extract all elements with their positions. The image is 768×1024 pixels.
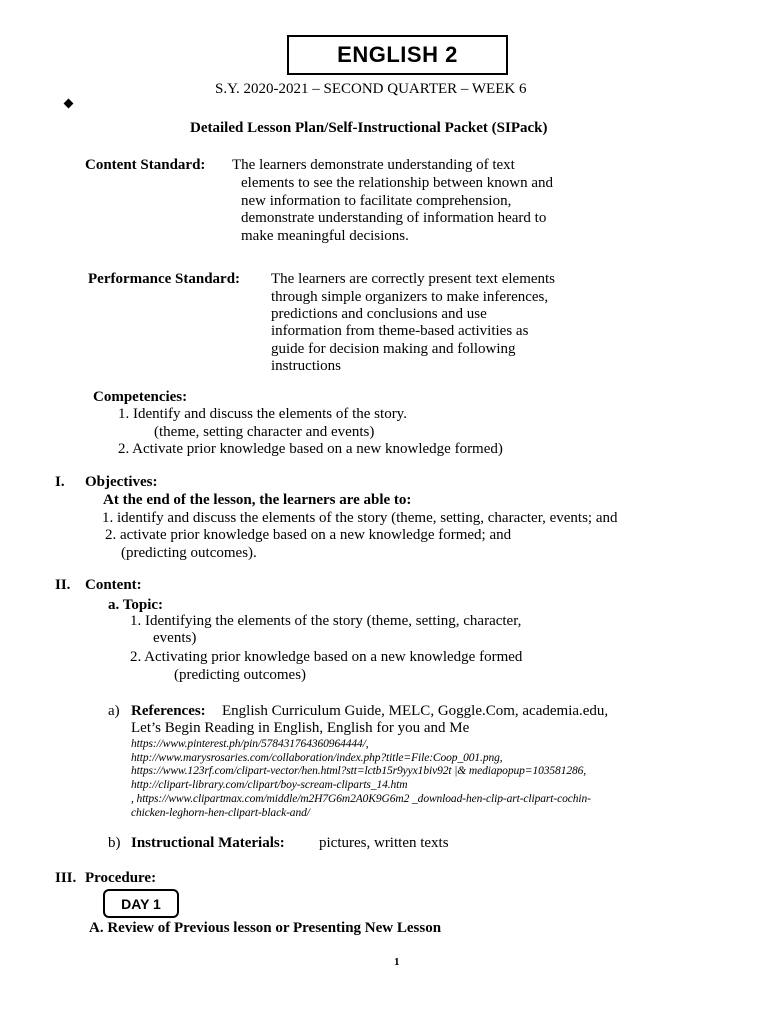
day-1-badge: DAY 1	[103, 889, 179, 918]
procedure-section-a: A. Review of Previous lesson or Presenting New Lesson	[89, 920, 442, 936]
performance-standard-line: predictions and conclusions and use	[271, 306, 487, 322]
materials-marker: b)	[108, 835, 121, 851]
materials-label: Instructional Materials:	[131, 835, 285, 851]
procedure-label: Procedure:	[85, 870, 157, 886]
reference-link[interactable]: , https://www.clipartmax.com/middle/m2H7G6m2A0K9G6m2 _download-hen-clip-art-clipart-cochin-	[131, 793, 591, 805]
reference-link[interactable]: chicken-leghorn-hen-clipart-black-and/	[131, 807, 310, 819]
reference-link[interactable]: http://www.marysrosaries.com/collaboration/index.php?title=File:Coop_001.png,	[131, 752, 503, 764]
content-standard-line: The learners demonstrate understanding of text	[232, 157, 515, 173]
performance-standard-line: instructions	[271, 358, 341, 374]
content-standard-line: new information to facilitate comprehension,	[241, 193, 512, 209]
competency-item: 2. Activate prior knowledge based on a new knowledge formed)	[118, 441, 503, 457]
materials-text: pictures, written texts	[319, 835, 449, 851]
topic-label: a. Topic:	[108, 597, 164, 613]
performance-standard-label: Performance Standard:	[88, 271, 241, 287]
diamond-bullet-icon	[64, 99, 74, 109]
performance-standard-line: The learners are correctly present text elements	[271, 271, 556, 287]
references-text: Let’s Begin Reading in English, English for you and Me	[131, 720, 470, 736]
objectives-label: Objectives:	[85, 474, 158, 490]
school-year-line: S.Y. 2020-2021 – SECOND QUARTER – WEEK 6	[215, 81, 527, 97]
content-standard-line: elements to see the relationship between known and	[241, 175, 553, 191]
reference-link[interactable]: https://www.pinterest.ph/pin/578431764360964444/,	[131, 738, 369, 750]
references-label: References:	[131, 703, 206, 719]
objective-item: (predicting outcomes).	[121, 545, 257, 561]
competency-item: 1. Identify and discuss the elements of the story.	[118, 406, 407, 422]
competencies-label: Competencies:	[93, 389, 188, 405]
performance-standard-line: information from theme-based activities as	[271, 323, 529, 339]
objectives-intro: At the end of the lesson, the learners are able to:	[103, 492, 412, 508]
reference-link[interactable]: http://clipart-library.com/clipart/boy-scream-cliparts_14.htm	[131, 779, 408, 791]
content-standard-line: make meaningful decisions.	[241, 228, 409, 244]
plan-title: Detailed Lesson Plan/Self-Instructional Packet (SIPack)	[190, 120, 548, 136]
objectives-numeral: I.	[55, 474, 65, 490]
content-numeral: II.	[55, 577, 71, 593]
content-label: Content:	[85, 577, 142, 593]
topic-item: 2. Activating prior knowledge based on a new knowledge formed	[130, 649, 523, 665]
page-number: 1	[394, 956, 400, 968]
competency-item: (theme, setting character and events)	[154, 424, 375, 440]
topic-item: 1. Identifying the elements of the story (theme, setting, character,	[130, 613, 522, 629]
document-title: ENGLISH 2	[287, 35, 508, 75]
reference-link[interactable]: https://www.123rf.com/clipart-vector/hen.html?stt=lctb15r9yyx1biv92t |& mediapopup=103581286,	[131, 765, 587, 777]
topic-item: events)	[153, 630, 197, 646]
performance-standard-line: guide for decision making and following	[271, 341, 516, 357]
topic-item: (predicting outcomes)	[174, 667, 307, 683]
references-text: English Curriculum Guide, MELC, Goggle.Com, academia.edu,	[222, 703, 609, 719]
procedure-numeral: III.	[55, 870, 77, 886]
performance-standard-line: through simple organizers to make inferences,	[271, 289, 549, 305]
content-standard-line: demonstrate understanding of information heard to	[241, 210, 547, 226]
content-standard-label: Content Standard:	[85, 157, 206, 173]
references-marker: a)	[108, 703, 120, 719]
objective-item: 2. activate prior knowledge based on a new knowledge formed; and	[105, 527, 512, 543]
objective-item: 1. identify and discuss the elements of the story (theme, setting, character, events; and	[102, 510, 618, 526]
